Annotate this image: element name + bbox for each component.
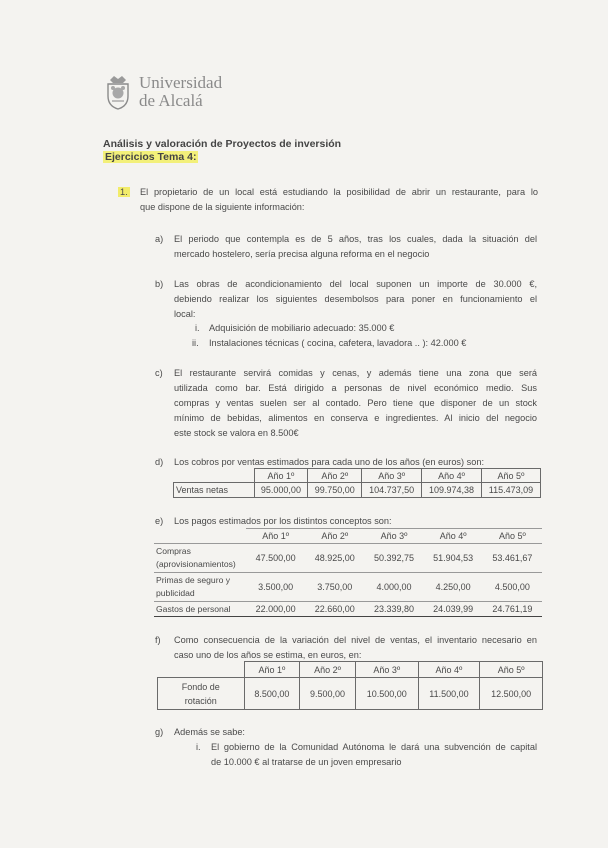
exercise-number: 1. — [120, 187, 128, 197]
payments-table-corner — [154, 529, 246, 544]
item-b-sub-i: Adquisición de mobiliario adecuado: 35.000 € — [209, 323, 395, 333]
year-header: Año 4º — [424, 529, 483, 544]
year-header: Año 1º — [244, 662, 300, 678]
year-header: Año 3º — [362, 469, 422, 483]
cell-value: 3.750,00 — [305, 573, 364, 602]
item-g-sub-i-line-1: El gobierno de la Comunidad Autónoma le dará una subvención de capital — [211, 742, 537, 752]
year-header: Año 1º — [254, 469, 308, 483]
payments-table — [154, 528, 542, 617]
crest-icon — [103, 74, 133, 110]
item-e-text: Los pagos estimados por los distintos conceptos son: — [174, 516, 392, 526]
university-logo — [103, 74, 222, 110]
cell-value: 104.737,50 — [362, 483, 422, 498]
item-c-line-1: El restaurante servirá comidas y cenas, y además tiene una zona que será — [174, 368, 537, 378]
cell-value: 12.500,00 — [480, 678, 543, 710]
row-label: Fondo de rotación — [158, 678, 245, 710]
cell-value: 50.392,75 — [364, 544, 423, 573]
year-header: Año 5º — [483, 529, 542, 544]
cell-value: 53.461,67 — [483, 544, 542, 573]
year-header: Año 2º — [308, 469, 362, 483]
year-header: Año 5º — [481, 469, 540, 483]
row-label: Gastos de personal — [154, 602, 246, 617]
item-f-marker: f) — [155, 635, 161, 645]
cell-value: 4.250,00 — [424, 573, 483, 602]
item-c-line-5: este stock se valora en 8.500€ — [174, 428, 299, 438]
document-title: Análisis y valoración de Proyectos de inversión — [103, 138, 342, 150]
cell-value: 99.750,00 — [308, 483, 362, 498]
item-g-marker: g) — [155, 727, 164, 737]
sales-table-corner — [174, 469, 255, 483]
item-c-line-4: mínimo de bebidas, alimentos en conserva e ingredientes. Al inicio del negocio — [174, 413, 537, 423]
item-c-line-2: utilizada como bar. Está dirigido a personas de nivel económico medio. Sus — [174, 383, 537, 393]
cell-value: 11.500,00 — [418, 678, 480, 710]
item-f-line-1: Como consecuencia de la variación del nivel de ventas, el inventario necesario en — [174, 635, 537, 645]
item-b-sub-ii: Instalaciones técnicas ( cocina, cafetera, lavadora .. ): 42.000 € — [209, 338, 467, 348]
table-row — [154, 602, 542, 617]
item-b-line-2: debiendo realizar los siguientes desembolsos para poner en funcionamiento el — [174, 294, 537, 304]
cell-value: 109.974,38 — [422, 483, 482, 498]
item-b-marker: b) — [155, 279, 164, 289]
logo-line-1: Universidad — [139, 73, 223, 92]
cell-value: 9.500,00 — [300, 678, 356, 710]
cell-value: 22.660,00 — [305, 602, 364, 617]
cell-value: 3.500,00 — [246, 573, 305, 602]
cell-value: 51.904,53 — [424, 544, 483, 573]
year-header: Año 3º — [355, 662, 418, 678]
item-e-marker: e) — [155, 516, 164, 526]
cell-value: 4.000,00 — [364, 573, 423, 602]
intro-line-2: que dispone de la siguiente información: — [140, 202, 305, 212]
inventory-table — [157, 661, 543, 710]
year-header: Año 2º — [300, 662, 356, 678]
year-header: Año 3º — [364, 529, 423, 544]
item-c-marker: c) — [155, 368, 163, 378]
item-g-sub-i-line-2: de 10.000 € al tratarse de un joven empresario — [211, 757, 402, 767]
cell-value: 24.761,19 — [483, 602, 542, 617]
item-b-sub-ii-marker: ii. — [192, 338, 199, 348]
item-a-line-2: mercado hostelero, sería precisa alguna reforma en el negocio — [174, 249, 430, 259]
item-g-text: Además se sabe: — [174, 727, 245, 737]
cell-value: 47.500,00 — [246, 544, 305, 573]
item-g-sub-i-marker: i. — [196, 742, 201, 752]
logo-line-2: de Alcalá — [139, 91, 203, 110]
year-header: Año 2º — [305, 529, 364, 544]
cell-value: 48.925,00 — [305, 544, 364, 573]
item-a-marker: a) — [155, 234, 164, 244]
exercise-heading: Ejercicios Tema 4: — [105, 151, 197, 163]
row-label: Primas de seguro y publicidad — [154, 573, 246, 602]
table-row — [154, 544, 542, 573]
row-label: Ventas netas — [174, 483, 255, 498]
intro-line-1: El propietario de un local está estudiando la posibilidad de abrir un restaurante, para lo — [140, 187, 538, 197]
cell-value: 4.500,00 — [483, 573, 542, 602]
item-f-line-2: caso uno de los años se estima, en euros, en: — [174, 650, 362, 660]
cell-value: 22.000,00 — [246, 602, 305, 617]
item-a-line-1: El periodo que contempla es de 5 años, tras los cuales, dada la situación del — [174, 234, 537, 244]
year-header: Año 4º — [422, 469, 482, 483]
cell-value: 10.500,00 — [355, 678, 418, 710]
item-c-line-3: compras y ventas suelen ser al contado. Pero tiene que disponer de un stock — [174, 398, 537, 408]
cell-value: 8.500,00 — [244, 678, 300, 710]
sales-table — [173, 468, 541, 498]
cell-value: 95.000,00 — [254, 483, 308, 498]
year-header: Año 1º — [246, 529, 305, 544]
cell-value: 24.039,99 — [424, 602, 483, 617]
item-d-text: Los cobros por ventas estimados para cada uno de los años (en euros) son: — [174, 457, 485, 467]
inventory-table-corner — [158, 662, 245, 678]
year-header: Año 4º — [418, 662, 480, 678]
item-b-sub-i-marker: i. — [195, 323, 200, 333]
item-b-line-1: Las obras de acondicionamiento del local suponen un importe de 30.000 €, — [174, 279, 537, 289]
row-label: Compras (aprovisionamientos) — [154, 544, 246, 573]
year-header: Año 5º — [480, 662, 543, 678]
item-d-marker: d) — [155, 457, 164, 467]
cell-value: 115.473,09 — [481, 483, 540, 498]
item-b-line-3: local: — [174, 309, 196, 319]
cell-value: 23.339,80 — [364, 602, 423, 617]
table-row — [154, 573, 542, 602]
